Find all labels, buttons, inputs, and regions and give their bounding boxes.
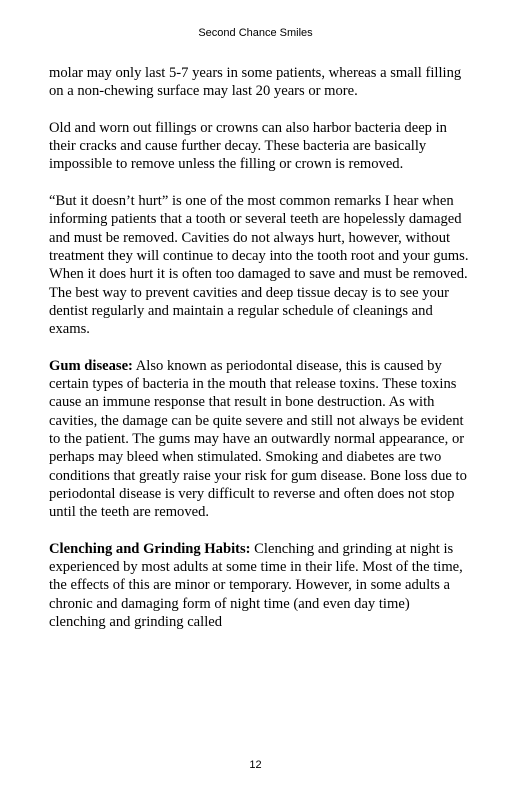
page-number: 12 (249, 759, 262, 771)
paragraph-text: Also known as periodontal disease, this is caused by certain types of bacteria in the mouth that release toxins. These toxins cause an immune response that result in bone destruction. As with cavities, the damage can be quite severe and still not always be evident to the patient. The gums may have an outwardly normal appearance, or perhaps may bleed when stimulated. Smoking and diabetes are two conditions that greatly raise your risk for gum disease. Bone loss due to periodontal disease is very difficult to reverse and often does not stop until the teeth are removed. (49, 357, 467, 521)
paragraph-text: molar may only last 5-7 years in some patients, whereas a small filling on a non-chewing surface may last 20 years or more. (49, 65, 462, 100)
paragraph-text: Clenching and grinding at night is experienced by most adults at some time in their life. Most of the time, the effects of this are minor or temporary. However, in some adults a chronic and damaging form of night time (and even day time) clenching and grinding called (49, 540, 463, 630)
page-body (49, 64, 469, 631)
paragraph-text: “But it doesn’t hurt” is one of the most common remarks I hear when informing patients that a tooth or several teeth are hopelessly damaged and must be removed. Cavities do not always hurt, however, without treatment they will continue to decay into the tooth root and your gums. When it does hurt it is often too damaged to save and must be removed. The best way to prevent cavities and deep tissue decay is to see your dentist regularly and maintain a regular schedule of cleanings and exams. (49, 193, 469, 338)
running-header: Second Chance Smiles (198, 27, 313, 39)
paragraph-filling-lifespan (49, 64, 469, 101)
paragraph-text: Old and worn out fillings or crowns can also harbor bacteria deep in their cracks and cause further decay. These bacteria are basically impossible to remove unless the filling or crown is removed. (49, 119, 447, 173)
paragraph-clenching-grinding (49, 540, 469, 631)
section-heading-clenching-grinding: Clenching and Grinding Habits: (49, 540, 251, 557)
paragraph-old-fillings (49, 119, 469, 174)
section-heading-gum-disease: Gum disease: (49, 357, 133, 374)
paragraph-gum-disease (49, 357, 469, 522)
paragraph-doesnt-hurt (49, 192, 469, 338)
